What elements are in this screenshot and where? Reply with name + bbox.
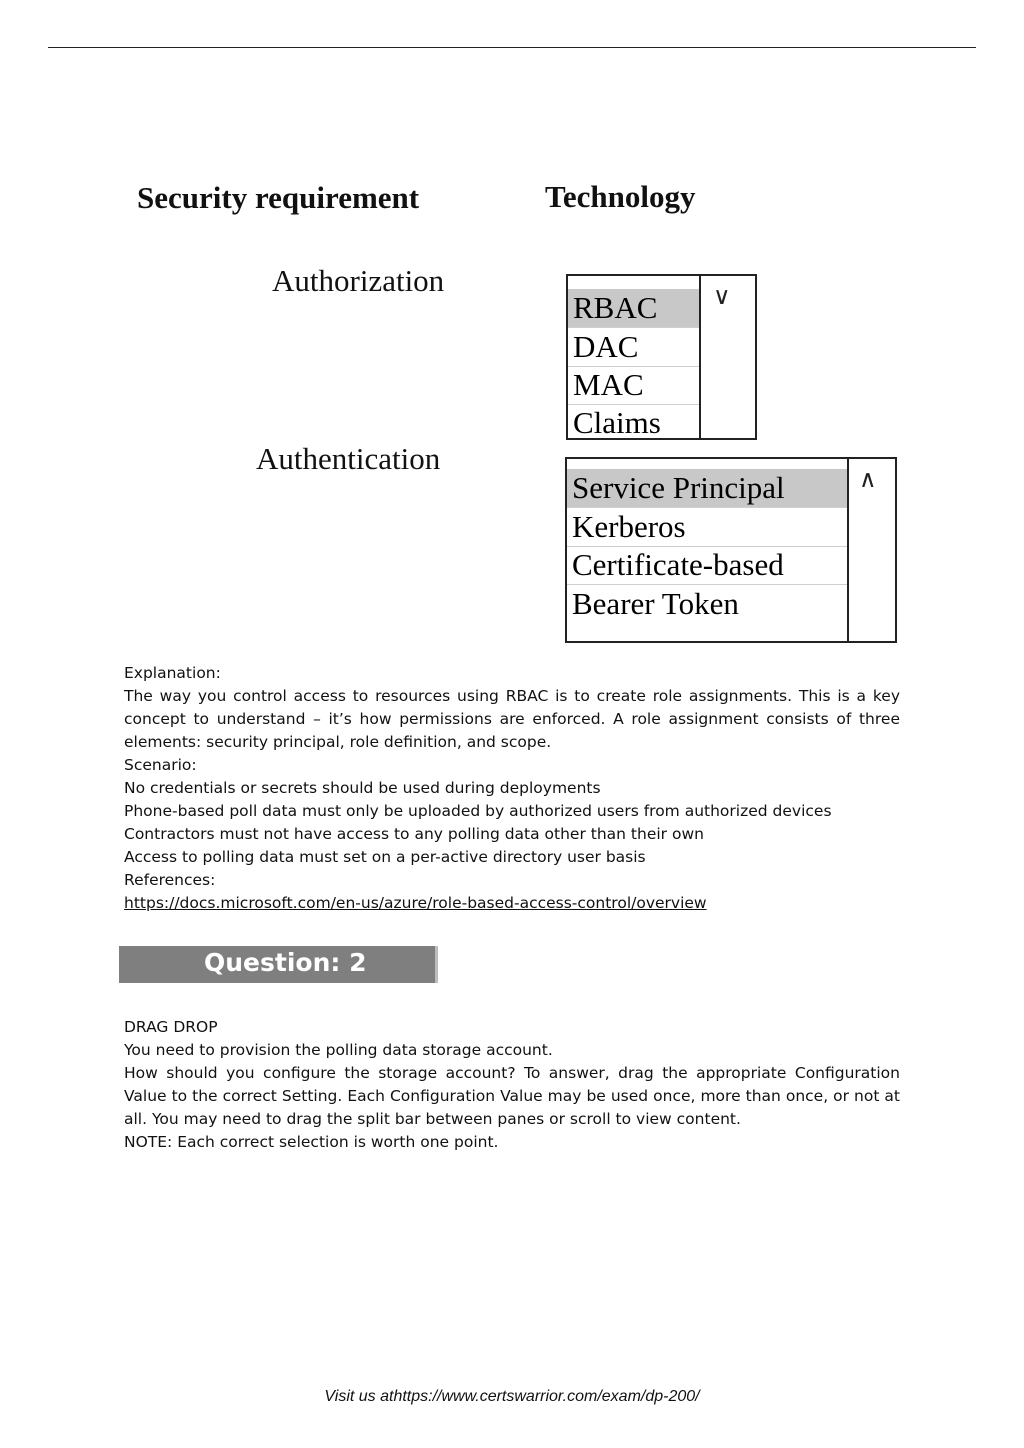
scenario-line: Contractors must not have access to any polling data other than their own xyxy=(124,825,704,843)
question-paragraph: How should you configure the storage account? To answer, drag the appropriate Configuration Value to the correct Setting. Each Configuration Value may be used once, more than once, or not at all. You may need to drag the split bar between panes or scroll to view content. xyxy=(124,1064,900,1128)
technology-header: Technology xyxy=(545,179,696,214)
question-type: DRAG DROP xyxy=(124,1018,218,1036)
answer-figure xyxy=(0,0,1024,660)
option-dac[interactable]: DAC xyxy=(568,328,699,367)
scenario-line: No credentials or secrets should be used during deployments xyxy=(124,779,601,797)
explanation-heading: Explanation: xyxy=(124,664,221,682)
question-number: Question: 2 xyxy=(204,948,367,977)
option-certificate-based[interactable]: Certificate-based xyxy=(567,546,847,585)
references-heading: References: xyxy=(124,871,216,889)
reference-link[interactable]: https://docs.microsoft.com/en-us/azure/role-based-access-control/overview xyxy=(124,894,707,912)
authentication-options xyxy=(567,459,849,641)
question-note: NOTE: Each correct selection is worth one point. xyxy=(124,1133,499,1151)
scenario-heading: Scenario: xyxy=(124,756,197,774)
authorization-options xyxy=(568,276,701,438)
authorization-dropdown[interactable] xyxy=(566,274,757,440)
explanation-paragraph: The way you control access to resources using RBAC is to create role assignments. This is a key concept to understand – it’s how permissions are enforced. A role assignment consists of three elements: security principal, role definition, and scope. xyxy=(124,687,900,751)
question-section xyxy=(124,1016,900,1154)
question-line: You need to provision the polling data storage account. xyxy=(124,1041,553,1059)
authentication-label: Authentication xyxy=(256,441,441,476)
option-bearer-token[interactable]: Bearer Token xyxy=(572,586,739,621)
scenario-line: Access to polling data must set on a per-active directory user basis xyxy=(124,848,646,866)
option-service-principal[interactable]: Service Principal xyxy=(567,469,847,508)
security-requirement-header: Security requirement xyxy=(137,180,420,215)
explanation-section xyxy=(124,662,900,915)
option-claims[interactable]: Claims xyxy=(573,405,661,440)
option-kerberos[interactable]: Kerberos xyxy=(567,508,847,547)
option-rbac[interactable]: RBAC xyxy=(568,289,699,328)
authentication-dropdown[interactable] xyxy=(565,457,897,643)
scenario-line: Phone-based poll data must only be uploaded by authorized users from authorized devices xyxy=(124,802,832,820)
chevron-down-icon[interactable]: ∨ xyxy=(713,282,731,310)
question-banner xyxy=(119,946,438,983)
chevron-up-icon[interactable]: ∧ xyxy=(859,465,877,493)
authorization-label: Authorization xyxy=(272,263,445,298)
option-mac[interactable]: MAC xyxy=(568,366,699,405)
footer-text: Visit us athttps://www.certswarrior.com/exam/dp-200/ xyxy=(324,1388,700,1405)
